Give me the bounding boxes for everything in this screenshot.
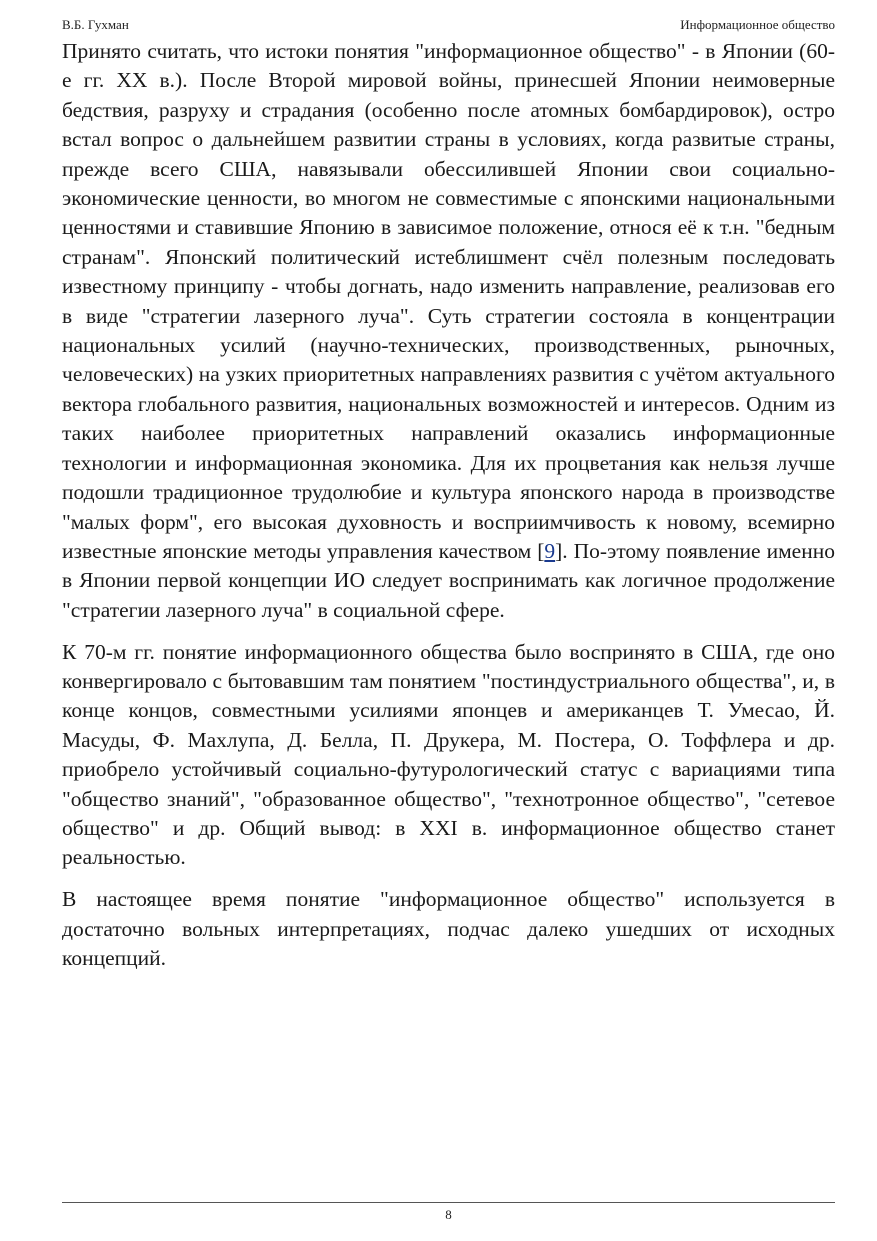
paragraph-1	[62, 37, 835, 625]
body-text	[62, 37, 835, 974]
footer-divider	[62, 1202, 835, 1203]
running-header	[62, 16, 835, 34]
paragraph-3: В настоящее время понятие "информационное общество" используется в достаточно вольных интерпретациях, подчас далеко ушедших от исходных концепций.	[62, 887, 835, 971]
header-title: Информационное общество	[680, 17, 835, 32]
reference-link-9[interactable]: 9	[544, 538, 556, 563]
paragraph-1-text-b: ]. По-этому появление именно в Японии первой концепции ИО следует воспринимать как логичное продолжение "стратегии лазерного луча" в социальной сфере.	[62, 538, 835, 622]
paragraph-2: К 70-м гг. понятие информационного общества было воспринято в США, где оно конвергировало с бытовавшим там понятием "постиндустриального общества", и, в конце концов, совместными усилиями японцев и американцев Т. Умесао, Й. Масуды, Ф. Махлупа, Д. Белла, П. Друкера, М. Постера, О. Тоффлера и др. приобрело устойчивый социально-футурологический статус с вариациями типа "общество знаний", "образованное общество", "технотронное общество", "сетевое общество" и др. Общий вывод: в XXI в. информационное общество станет реальностью.	[62, 639, 835, 870]
header-author: В.Б. Гухман	[62, 17, 129, 32]
paragraph-1-text-a: Принято считать, что истоки понятия "информационное общество" - в Японии (60-е гг. XX в.). После Второй мировой войны, принесшей Японии неимоверные бедствия, разруху и страдания (особенно после атомных бомбардировок), остро встал вопрос о дальнейшем развитии страны в условиях, когда развитые страны, прежде всего США, навязывали обессилившей Японии свои социально-экономические ценности, во многом не совместимые с японскими национальными ценностями и ставившие Японию в зависимое положение, относя её к т.н. "бедным странам". Японский политический истеблишмент счёл полезным последовать известному принципу - чтобы догнать, надо изменить направление, реализовав его в виде "стратегии лазерного луча". Суть стратегии состояла в концентрации национальных усилий (научно-технических, производственных, рыночных, человеческих) на узких приоритетных направлениях развития с учётом актуального вектора глобального развития, национальных возможностей и интересов. Одним из таких наиболее приоритетных направлений оказались информационные технологии и информационная экономика. Для их процветания как нельзя лучше подошли традиционное трудолюбие и культура японского народа в производстве "малых форм", его высокая духовность и восприимчивость к новому, всемирно известные японские методы управления качеством [	[62, 39, 835, 563]
page-number: 8	[445, 1207, 452, 1222]
